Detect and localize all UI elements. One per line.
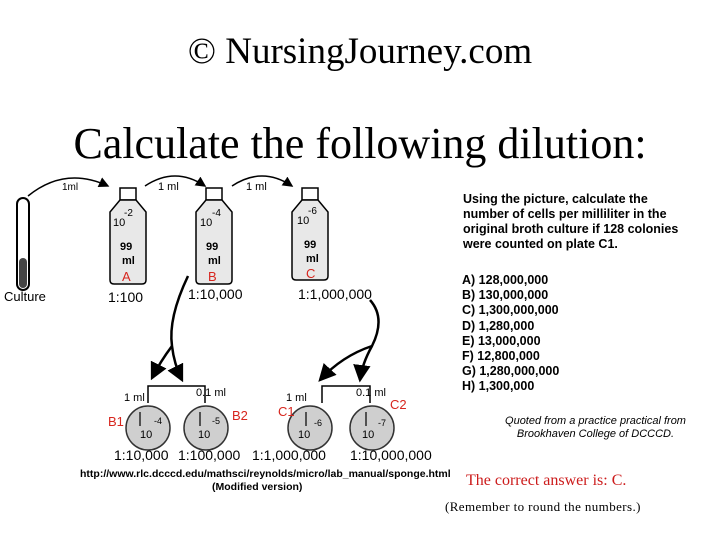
- plate-c2-label: C2: [390, 397, 407, 412]
- plate-c2-exp: -7: [378, 418, 387, 428]
- answer-options: [462, 273, 559, 395]
- plate-b1-base: 10: [140, 429, 153, 441]
- transfer-label-2: 1 ml: [158, 181, 179, 193]
- option-c: C) 1,300,000,000: [462, 303, 559, 318]
- bottle-c-base: 10: [297, 215, 310, 227]
- bottle-c-ratio: 1:1,000,000: [298, 286, 372, 302]
- modified-note: (Modified version): [212, 481, 303, 493]
- pipette-label-b1: 1 ml: [124, 392, 145, 404]
- bottle-c-exp: -6: [308, 206, 317, 217]
- plate-b2-ratio: 1:100,000: [178, 447, 241, 463]
- option-h: H) 1,300,000: [462, 379, 535, 394]
- bottle-b-vol: 99: [206, 241, 219, 253]
- bottle-b-base: 10: [200, 217, 213, 229]
- plate-b1-exp: -4: [154, 416, 163, 426]
- bottle-c-vol: 99: [304, 239, 317, 251]
- bottle-b-unit: ml: [208, 255, 221, 267]
- transfer-label-1: 1ml: [62, 182, 79, 193]
- bottle-a-letter: A: [122, 269, 131, 284]
- page-title: Calculate the following dilution:: [73, 119, 647, 168]
- round-reminder: (Remember to round the numbers.): [445, 499, 641, 514]
- bottle-a-vol: 99: [120, 241, 133, 253]
- plate-b1-label: B1: [108, 414, 124, 429]
- plate-b2-exp: -5: [212, 416, 221, 426]
- option-g: G) 1,280,000,000: [462, 364, 560, 379]
- plate-c1-exp: -6: [314, 418, 323, 428]
- plate-c1-ratio: 1:1,000,000: [252, 447, 326, 463]
- pipette-label-b2: 0.1 ml: [196, 387, 226, 399]
- plate-c1-base: 10: [298, 429, 311, 441]
- option-e: E) 13,000,000: [462, 333, 541, 348]
- option-a: A) 128,000,000: [462, 273, 549, 287]
- plate-b2-label: B2: [232, 408, 248, 423]
- plate-b1-ratio: 1:10,000: [114, 447, 169, 463]
- bottle-c: [292, 188, 328, 281]
- culture-tube: [17, 198, 29, 290]
- option-d: D) 1,280,000: [462, 318, 535, 333]
- bottle-b-ratio: 1:10,000: [188, 286, 243, 302]
- plate-b2-base: 10: [198, 429, 211, 441]
- bottle-b-letter: B: [208, 269, 217, 284]
- plate-c2-ratio: 1:10,000,000: [350, 447, 432, 463]
- quote-source: Quoted from a practice practical from Brookhaven College of DCCCD.: [505, 415, 686, 440]
- bottle-a-exp: -2: [124, 208, 133, 219]
- plate-b1: [126, 406, 170, 450]
- culture-label: Culture: [4, 289, 46, 304]
- bottle-b-exp: -4: [212, 208, 221, 219]
- arrow-b-to-plates: [171, 276, 188, 380]
- plate-c2-base: 10: [362, 429, 375, 441]
- copyright-text: © NursingJourney.com: [187, 31, 533, 72]
- arrow-c-to-plates: [360, 300, 379, 380]
- correct-answer: The correct answer is: C.: [466, 472, 627, 489]
- question-text: Using the picture, calculate the number of cells per milliliter in the original broth culture if 128 colonies were counted on plate C1.: [463, 192, 679, 251]
- plate-c1-label: C1: [278, 404, 295, 419]
- bottle-a: [110, 188, 146, 284]
- bottle-c-unit: ml: [306, 253, 319, 265]
- transfer-label-3: 1 ml: [246, 181, 267, 193]
- bottle-a-ratio: 1:100: [108, 289, 144, 305]
- plate-c2: [350, 406, 394, 450]
- bottle-a-unit: ml: [122, 255, 135, 267]
- pipette-label-c1: 1 ml: [286, 392, 307, 404]
- pipette-label-c2: 0.1 ml: [356, 387, 386, 399]
- option-b: B) 130,000,000: [462, 288, 549, 303]
- bottle-a-base: 10: [113, 217, 126, 229]
- bottle-b: [196, 188, 232, 284]
- plate-b2: [184, 406, 228, 450]
- dilution-diagram: [0, 168, 460, 468]
- arrow-b-branch: [152, 346, 172, 378]
- bottle-c-letter: C: [306, 266, 316, 281]
- option-f: F) 12,800,000: [462, 349, 540, 364]
- source-url: http://www.rlc.dcccd.edu/mathsci/reynolds/micro/lab_manual/sponge.html: [80, 468, 451, 480]
